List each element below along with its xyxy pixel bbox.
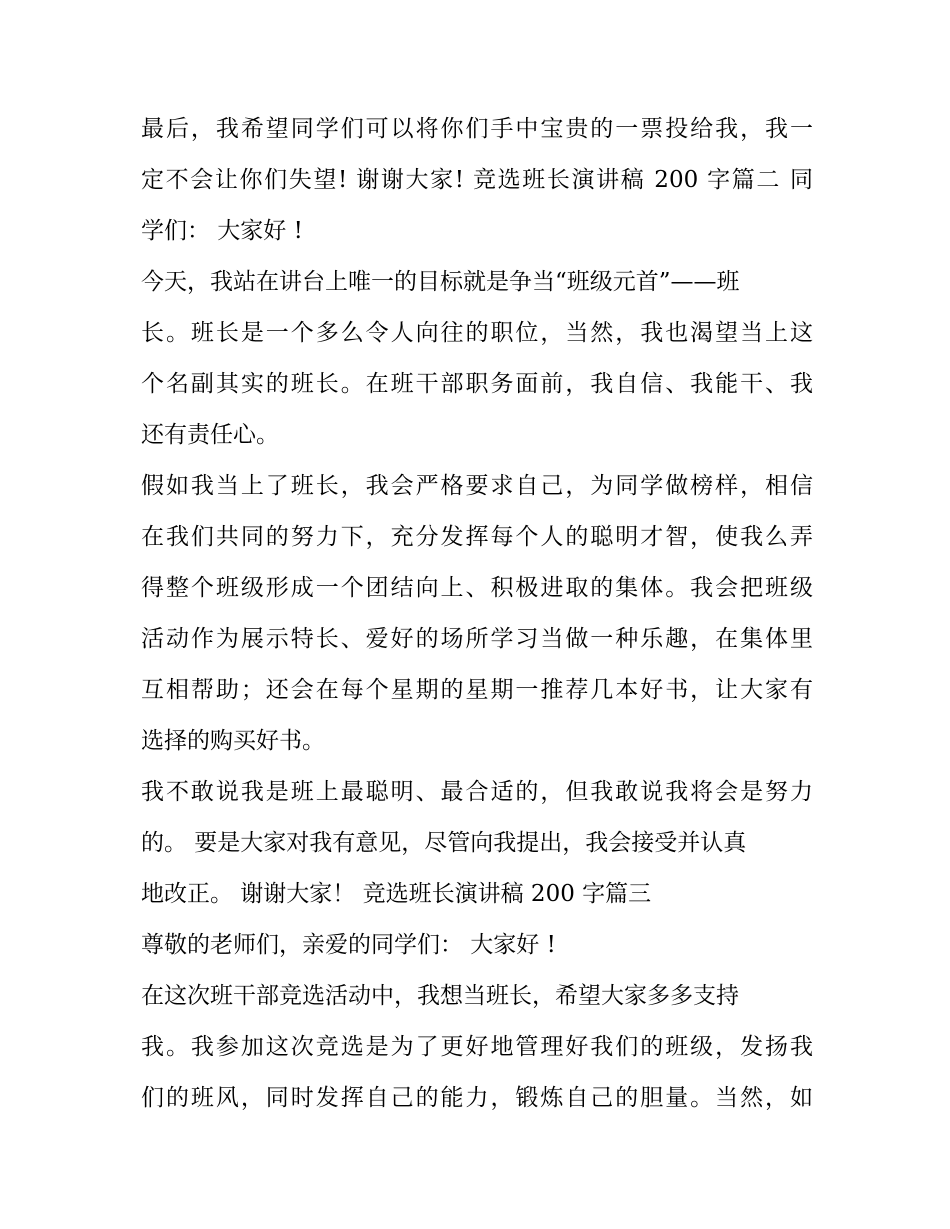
text-line-14: 我不敢说我是班上最聪明、最合适的，但我敢说我将会是努力 (141, 779, 813, 805)
text-line-4: 今天，我站在讲台上唯一的目标就是争当“班级元首”——班 (141, 269, 740, 295)
text-line-10: 得整个班级形成一个团结向上、积极进取的集体。我会把班级 (141, 575, 813, 601)
text-line-16: 地改正。 谢谢大家！ 竞选班长演讲稿 200 字篇三 (141, 881, 652, 907)
text-line-13: 选择的购买好书。 (141, 728, 325, 754)
text-line-18: 在这次班干部竞选活动中，我想当班长，希望大家多多支持 (141, 983, 739, 1009)
text-line-15: 的。 要是大家对我有意见，尽管向我提出，我会接受并认真 (141, 830, 747, 856)
text-line-1: 最后，我希望同学们可以将你们手中宝贵的一票投给我，我一 (141, 116, 813, 142)
text-line-19: 我。我参加这次竞选是为了更好地管理好我们的班级，发扬我 (141, 1034, 813, 1060)
text-line-17: 尊敬的老师们，亲爱的同学们： 大家好 ! (141, 932, 556, 958)
text-line-7: 还有责任心。 (141, 422, 279, 448)
text-line-3: 学们： 大家好 ! (141, 218, 303, 244)
text-line-11: 活动作为展示特长、爱好的场所学习当做一种乐趣，在集体里 (141, 626, 813, 652)
text-line-9: 在我们共同的努力下，充分发挥每个人的聪明才智，使我么弄 (141, 524, 813, 550)
text-line-5: 长。班长是一个多么令人向往的职位，当然，我也渴望当上这 (141, 320, 813, 346)
text-line-6: 个名副其实的班长。在班干部职务面前，我自信、我能干、我 (141, 371, 813, 397)
body-text (141, 104, 813, 1124)
text-line-8: 假如我当上了班长，我会严格要求自己，为同学做榜样，相信 (141, 473, 813, 499)
text-line-20: 们的班风，同时发挥自己的能力，锻炼自己的胆量。当然，如 (141, 1085, 813, 1111)
text-line-2: 定不会让你们失望! 谢谢大家! 竞选班长演讲稿 200 字篇二 同 (141, 167, 813, 193)
text-line-12: 互相帮助；还会在每个星期的星期一推荐几本好书，让大家有 (141, 677, 813, 703)
